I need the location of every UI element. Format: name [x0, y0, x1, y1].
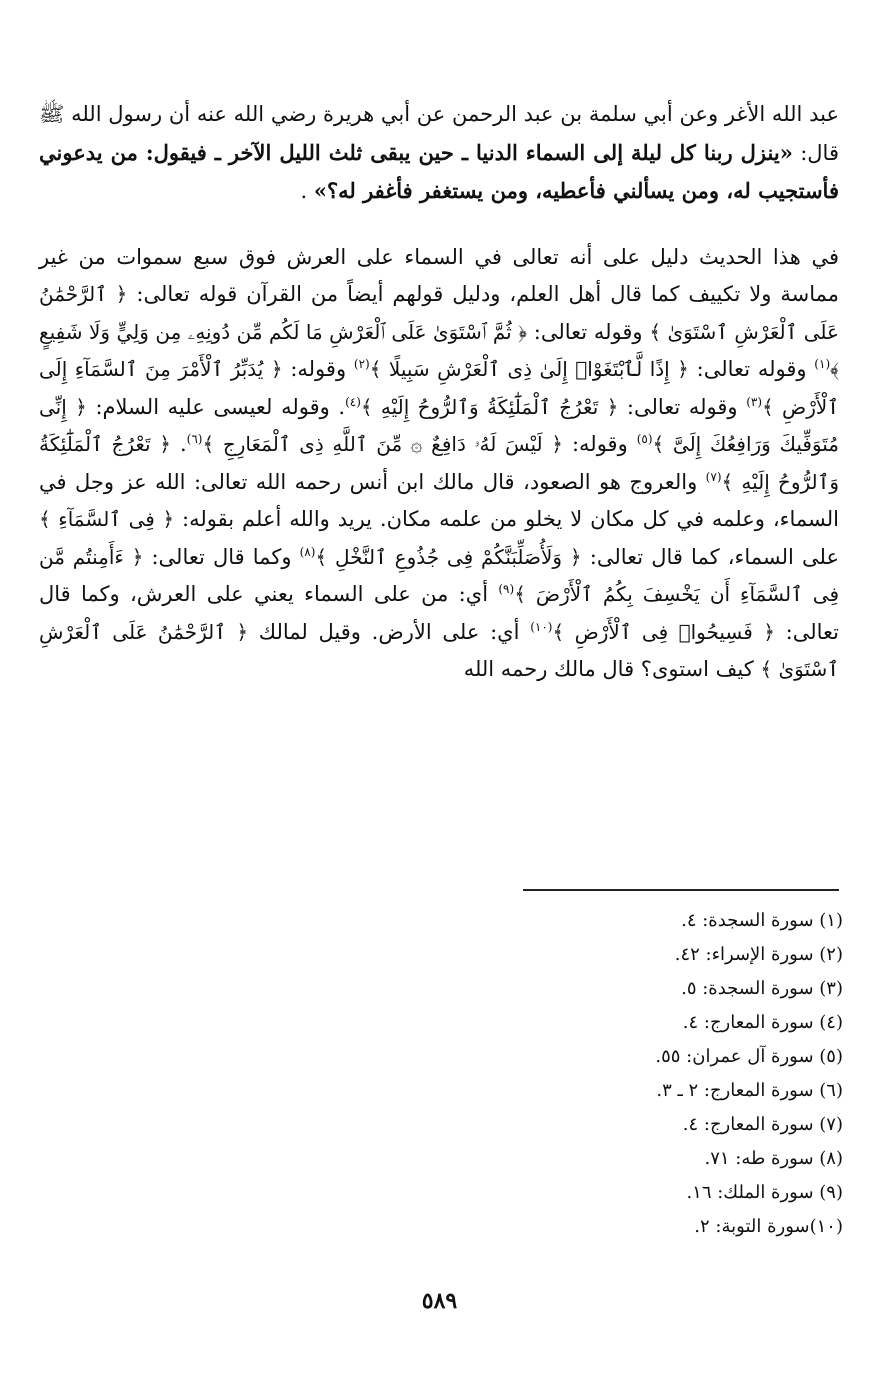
commentary-text: في هذا الحديث دليل على أنه تعالى في السماء على العرش فوق سبع سموات من غير مماسة ولا تكييف كما قال أهل العلم، ودليل قولهم أيضاً من القرآن قوله تعالى: [39, 244, 840, 306]
quran-verse: ﴿ وَلَأُصَلِّبَنَّكُمْ فِى جُذُوعِ ٱلنَّخْلِ ﴾ [315, 544, 582, 569]
commentary-text: كيف استوى؟ قال مالك رحمه الله [463, 657, 761, 681]
footnotes-list [343, 904, 843, 1244]
hadith-chain: عبد الله الأغر وعن أبي سلمة بن عبد الرحمن عن أبي هريرة رضي الله عنه أن رسول الله ﷺ قال: [39, 102, 839, 165]
quran-verse: ﴿ ٱلرَّحْمَٰنُ عَلَى ٱلْعَرْشِ ٱسْتَوَىٰ ﴾ [39, 282, 839, 344]
footnote-ref[interactable]: (٧) [705, 469, 722, 484]
commentary-text: وقوله تعالى: [688, 357, 815, 381]
paragraph-hadith [39, 96, 839, 211]
quran-verse: ﴿ إِذًا لَّٱبْتَغَوْا۟ إِلَىٰ ذِى ٱلْعَرْشِ سَبِيلًا ﴾ [369, 357, 689, 381]
commentary-text: أي: من على السماء يعني على العرش، وكما قال تعالى: [39, 582, 839, 644]
quran-verse: ﴿ تَعْرُجُ ٱلْمَلَٰٓئِكَةُ وَٱلرُّوحُ إِلَيْهِ ﴾ [360, 394, 619, 419]
footnote-item: (٢) سورة الإسراء: ٤٢. [674, 944, 843, 965]
quran-verse: ﴿ ءَأَمِنتُم مَّن فِى ٱلسَّمَآءِ أَن يَخْسِفَ بِكُمُ ٱلْأَرْضَ ﴾ [39, 544, 840, 606]
commentary-text: وقوله تعالى: [618, 394, 747, 419]
footnote-ref[interactable]: (٦) [186, 432, 203, 446]
commentary-text: والعروج هو الصعود، قال مالك ابن أنس رحمه الله تعالى: الله عز وجل في السماء، وعلمه في كل مكان لا يخلو من علمه مكان. يريد والله أعلم بقوله: [39, 469, 839, 531]
footnote-item: (١٠)سورة التوبة: ٢. [694, 1216, 843, 1237]
footnote-ref[interactable]: (٥) [636, 432, 653, 446]
footnote-ref[interactable]: (٤) [345, 394, 361, 409]
hadith-text: «ينزل ربنا كل ليلة إلى السماء الدنيا ـ حين يبقى ثلث الليل الآخر ـ فيقول: من يدعوني فأستجيب له، ومن يسألني فأعطيه، ومن يستغفر فأغفر له؟» [39, 139, 839, 203]
footnote-item: (٣) سورة السجدة: ٥. [681, 978, 843, 999]
quran-verse: ﴿ فِى ٱلسَّمَآءِ ﴾ [39, 507, 175, 531]
quran-verse: ﴿ تَعْرُجُ ٱلْمَلَٰٓئِكَةُ وَٱلرُّوحُ إِلَيْهِ ﴾ [39, 432, 839, 494]
hadith-tail: . [300, 179, 314, 203]
commentary-text: أي: على الأرض. وقيل لمالك [248, 619, 531, 644]
quran-verse: ﴿ لَيْسَ لَهُۥ دَافِعٌ ۞ مِّنَ ٱللَّهِ ذِى ٱلْمَعَارِجِ ﴾ [202, 432, 563, 456]
footnote-item: (٧) سورة المعارج: ٤. [682, 1114, 843, 1135]
footnote-ref[interactable]: (١٠) [530, 619, 553, 634]
footnote-ref[interactable]: (١) [814, 357, 831, 371]
quran-verse: ﴿ يُدَبِّرُ ٱلْأَمْرَ مِنَ ٱلسَّمَآءِ إِلَى ٱلْأَرْضِ ﴾ [39, 357, 840, 419]
quran-verse: ﴿ ٱلرَّحْمَٰنُ عَلَى ٱلْعَرْشِ ٱسْتَوَىٰ ﴾ [39, 619, 839, 681]
commentary-text: وقوله: [282, 357, 354, 381]
commentary-text: وقوله: [562, 432, 637, 456]
footnote-item: (٨) سورة طه: ٧١. [704, 1148, 843, 1169]
footnote-item: (١) سورة السجدة: ٤. [681, 910, 843, 931]
footnote-ref[interactable]: (٢) [353, 357, 370, 371]
footnote-ref[interactable]: (٩) [498, 582, 515, 596]
quran-verse: ﴿ فَسِيحُوا۟ فِى ٱلْأَرْضِ ﴾ [552, 619, 775, 644]
footnote-ref[interactable]: (٨) [299, 544, 316, 559]
footnote-divider [523, 889, 839, 891]
page-number: ٥٨٩ [421, 1288, 458, 1314]
commentary-text: على السماء، كما قال تعالى: [581, 544, 839, 569]
footnote-item: (٥) سورة آل عمران: ٥٥. [655, 1046, 843, 1067]
quran-verse: ﴿ إِنِّى مُتَوَفِّيكَ وَرَافِعُكَ إِلَىَّ ﴾ [39, 394, 839, 456]
commentary-text: وقوله تعالى: [527, 319, 650, 344]
main-text [39, 96, 839, 689]
paragraph-commentary [39, 239, 839, 689]
footnote-item: (٦) سورة المعارج: ٢ ـ ٣. [656, 1080, 843, 1101]
quran-verse: ﴿ ثُمَّ ٱسْتَوَىٰ عَلَى ٱلْعَرْشِ مَا لَكُم مِّن دُونِهِۦ مِن وَلِيٍّ وَلَا شَفِيعٍ ﴾ [39, 319, 839, 381]
footnote-item: (٤) سورة المعارج: ٤. [682, 1012, 843, 1033]
commentary-text: . [171, 432, 187, 456]
commentary-text: . وقوله لعيسى عليه السلام: [86, 394, 346, 419]
footnote-ref[interactable]: (٣) [746, 394, 763, 409]
commentary-text: وكما قال تعالى: [143, 544, 300, 569]
footnote-item: (٩) سورة الملك: ١٦. [686, 1182, 843, 1203]
